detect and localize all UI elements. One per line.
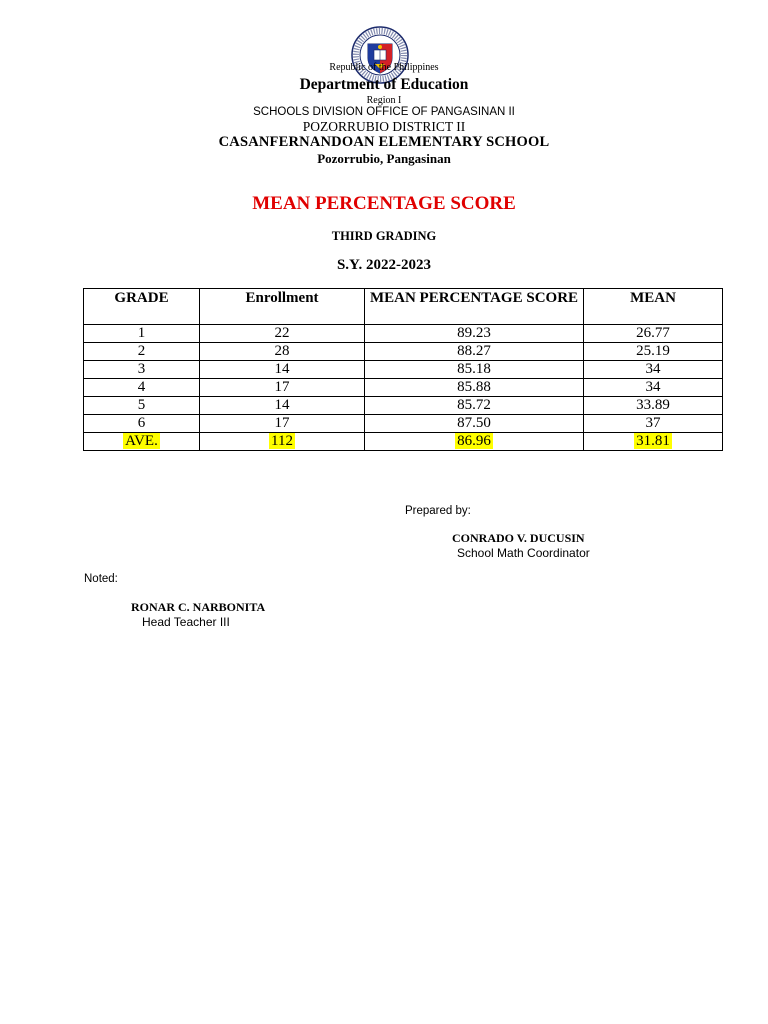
average-mean: 31.81 xyxy=(636,433,670,449)
mean-cell: 34 xyxy=(584,361,723,379)
table-row xyxy=(84,397,723,415)
school-year: S.Y. 2022-2023 xyxy=(336,257,432,273)
column-header-grade: GRADE xyxy=(84,289,200,325)
table-row xyxy=(84,415,723,433)
table-header-row xyxy=(84,289,723,325)
school-location: Pozorrubio, Pangasinan xyxy=(317,151,451,166)
division-office: SCHOOLS DIVISION OFFICE OF PANGASINAN II xyxy=(253,106,515,118)
enrollment-cell: 14 xyxy=(200,361,365,379)
table-row xyxy=(84,343,723,361)
grade-cell: 6 xyxy=(84,415,200,433)
mean-cell: 34 xyxy=(584,379,723,397)
average-mean-cell xyxy=(584,433,723,451)
grading-period: THIRD GRADING xyxy=(331,229,437,243)
average-enrollment-cell xyxy=(200,433,365,451)
grade-cell: 4 xyxy=(84,379,200,397)
mps-cell: 89.23 xyxy=(365,325,584,343)
average-label: AVE. xyxy=(125,433,158,449)
mps-cell: 85.18 xyxy=(365,361,584,379)
preparer-role: School Math Coordinator xyxy=(457,546,590,560)
grade-cell: 2 xyxy=(84,343,200,361)
mean-cell: 25.19 xyxy=(584,343,723,361)
mps-cell: 87.50 xyxy=(365,415,584,433)
mean-cell: 37 xyxy=(584,415,723,433)
grade-cell: 3 xyxy=(84,361,200,379)
grade-cell: 1 xyxy=(84,325,200,343)
grade-cell: 5 xyxy=(84,397,200,415)
report-title: MEAN PERCENTAGE SCORE xyxy=(252,193,516,214)
republic-label: Republic of the Philippines xyxy=(329,62,439,73)
average-row xyxy=(84,433,723,451)
mps-cell: 88.27 xyxy=(365,343,584,361)
preparer-name: CONRADO V. DUCUSIN xyxy=(452,531,585,545)
column-header-mps: MEAN PERCENTAGE SCORE xyxy=(365,289,584,325)
table-row xyxy=(84,325,723,343)
mean-cell: 33.89 xyxy=(584,397,723,415)
average-mps: 86.96 xyxy=(457,433,491,449)
table-row xyxy=(84,361,723,379)
average-mps-cell xyxy=(365,433,584,451)
table-row xyxy=(84,379,723,397)
noter-role: Head Teacher III xyxy=(142,615,230,629)
enrollment-cell: 22 xyxy=(200,325,365,343)
region-label: Region I xyxy=(366,95,402,106)
mean-cell: 26.77 xyxy=(584,325,723,343)
district-name: POZORRUBIO DISTRICT II xyxy=(302,119,466,134)
column-header-enrollment: Enrollment xyxy=(200,289,365,325)
column-header-mean: MEAN xyxy=(584,289,723,325)
department-name: Department of Education xyxy=(299,76,469,93)
prepared-by-label: Prepared by: xyxy=(405,505,471,517)
enrollment-cell: 14 xyxy=(200,397,365,415)
mps-cell: 85.88 xyxy=(365,379,584,397)
mps-table xyxy=(83,288,723,451)
average-label-cell xyxy=(84,433,200,451)
average-enrollment: 112 xyxy=(271,433,293,449)
enrollment-cell: 17 xyxy=(200,379,365,397)
enrollment-cell: 28 xyxy=(200,343,365,361)
mps-cell: 85.72 xyxy=(365,397,584,415)
noted-label: Noted: xyxy=(84,573,118,585)
school-name: CASANFERNANDOAN ELEMENTARY SCHOOL xyxy=(218,134,550,150)
noter-name: RONAR C. NARBONITA xyxy=(131,600,266,614)
enrollment-cell: 17 xyxy=(200,415,365,433)
